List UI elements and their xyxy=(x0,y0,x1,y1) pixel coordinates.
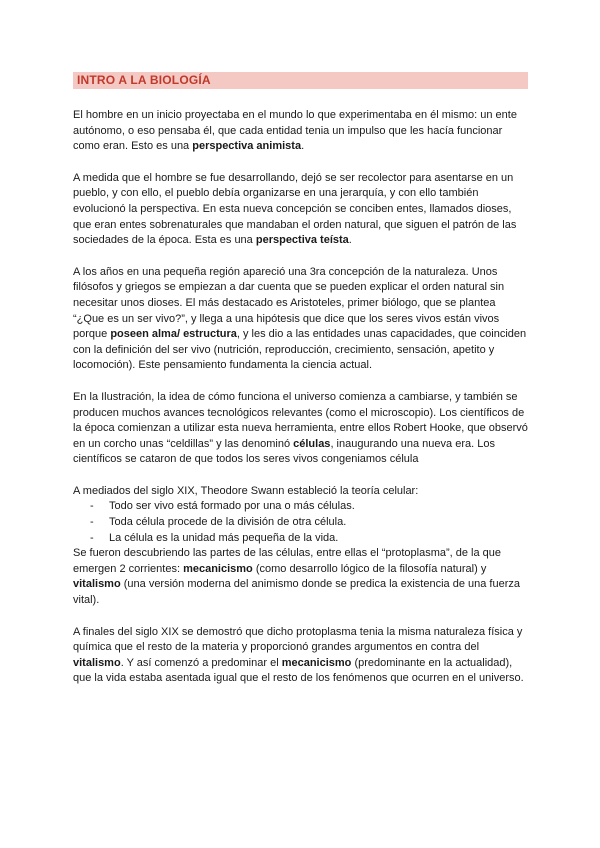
text-run: (una versión moderna del animismo donde se predica la existencia de una fuerza vital). xyxy=(73,578,520,607)
bold-term: mecanicismo xyxy=(183,562,253,575)
section-title: INTRO A LA BIOLOGÍA xyxy=(73,72,528,89)
text-run: En la Ilustración, la idea de cómo funciona el universo comienza a cambiarse, y también se producen muchos avances tecnológicos relevantes (como el microscopio). Los científicos de la época comienzan a utilizar esta nueva herramienta, entre ellos Robert Hooke, que observó en un corcho unas “celdillas” y las denominó xyxy=(73,390,528,450)
text-run: Se fueron descubriendo las partes de las células, entre ellas el “protoplasma”, de la que emergen 2 corrientes: xyxy=(73,547,502,575)
list-item: - La célula es la unidad más pequeña de la vida. xyxy=(90,531,528,547)
paragraph-group-bottom xyxy=(73,546,528,687)
text-run: El hombre en un inicio proyectaba en el mundo lo que experimentaba en él mismo: un ente autónomo, o eso pensaba él, que cada entidad tenia un impulso que les hacía funcionar como eran. Esto es una xyxy=(73,109,517,153)
paragraph xyxy=(73,265,528,374)
cell-theory-list xyxy=(73,499,528,546)
text-run: A finales del siglo XIX se demostró que dicho protoplasma tenia la misma naturaleza física y química que el resto de la materia y proporcionó grandes argumentos en contra del xyxy=(73,625,523,654)
bold-term: perspectiva teísta xyxy=(255,234,349,247)
bold-term: mecanicismo xyxy=(281,656,352,669)
bold-term: perspectiva animista xyxy=(192,140,302,153)
bold-term: poseen alma/ estructura xyxy=(110,328,237,341)
paragraph-group-top xyxy=(73,108,528,468)
document-page xyxy=(73,72,528,703)
text-run: , y les dio a las entidades unas capacidades, que coinciden con la definición del ser vivo (nutrición, reproducción, crecimiento, sensación, apetito y locomoción). Este pensamiento fundamenta la ciencia actual. xyxy=(73,328,527,372)
paragraph xyxy=(73,546,528,608)
text-run: A medida que el hombre se fue desarrollando, dejó se ser recolector para asentarse en un pueblo, y con ello, el pueblo debía organizarse en una jerarquía, y con ello también evolucionó la perspectiva. En esta nueva concepción se conciben entes, llamados dioses, que eran entes sobrenaturales que mandaban el orden natural, que siguen el patrón de las sociedades de la época. Esta es una xyxy=(73,171,517,247)
bold-term: células xyxy=(293,437,331,450)
text-run: A los años en una pequeña región apareció una 3ra concepción de la naturaleza. Unos filósofos y griegos se empiezan a dar cuenta que se pueden explicar el orden natural sin necesitar unos dioses. El más destacado es Aristoteles, primer biólogo, que se plantea “¿Que es un ser vivo?”, y llega a una hipótesis que dice que los seres vivos están vivos porque xyxy=(73,265,505,341)
bold-term: vitalismo xyxy=(73,656,121,669)
paragraph xyxy=(73,625,528,687)
text-run: (predominante en la actualidad), que la vida estaba asentada igual que el resto de los fenómenos que ocurren en el universo. xyxy=(73,656,524,685)
list-item: - Todo ser vivo está formado por una o más células. xyxy=(90,499,528,515)
text-run: . xyxy=(348,234,352,247)
text-run: , inaugurando una nueva era. Los científicos se cataron de que todos los seres vivos congeniamos célula xyxy=(73,437,495,466)
paragraph xyxy=(73,171,528,249)
text-run: . Y así comenzó a predominar el xyxy=(120,656,282,669)
bold-term: vitalismo xyxy=(73,578,121,591)
text-run: . xyxy=(301,140,305,153)
paragraph xyxy=(73,108,528,155)
paragraph xyxy=(73,390,528,468)
list-item: - Toda célula procede de la división de otra célula. xyxy=(90,515,528,531)
text-run: (como desarrollo lógico de la filosofía natural) y xyxy=(252,562,487,575)
cell-theory-intro: A mediados del siglo XIX, Theodore Swann estableció la teoría celular: xyxy=(73,484,419,497)
